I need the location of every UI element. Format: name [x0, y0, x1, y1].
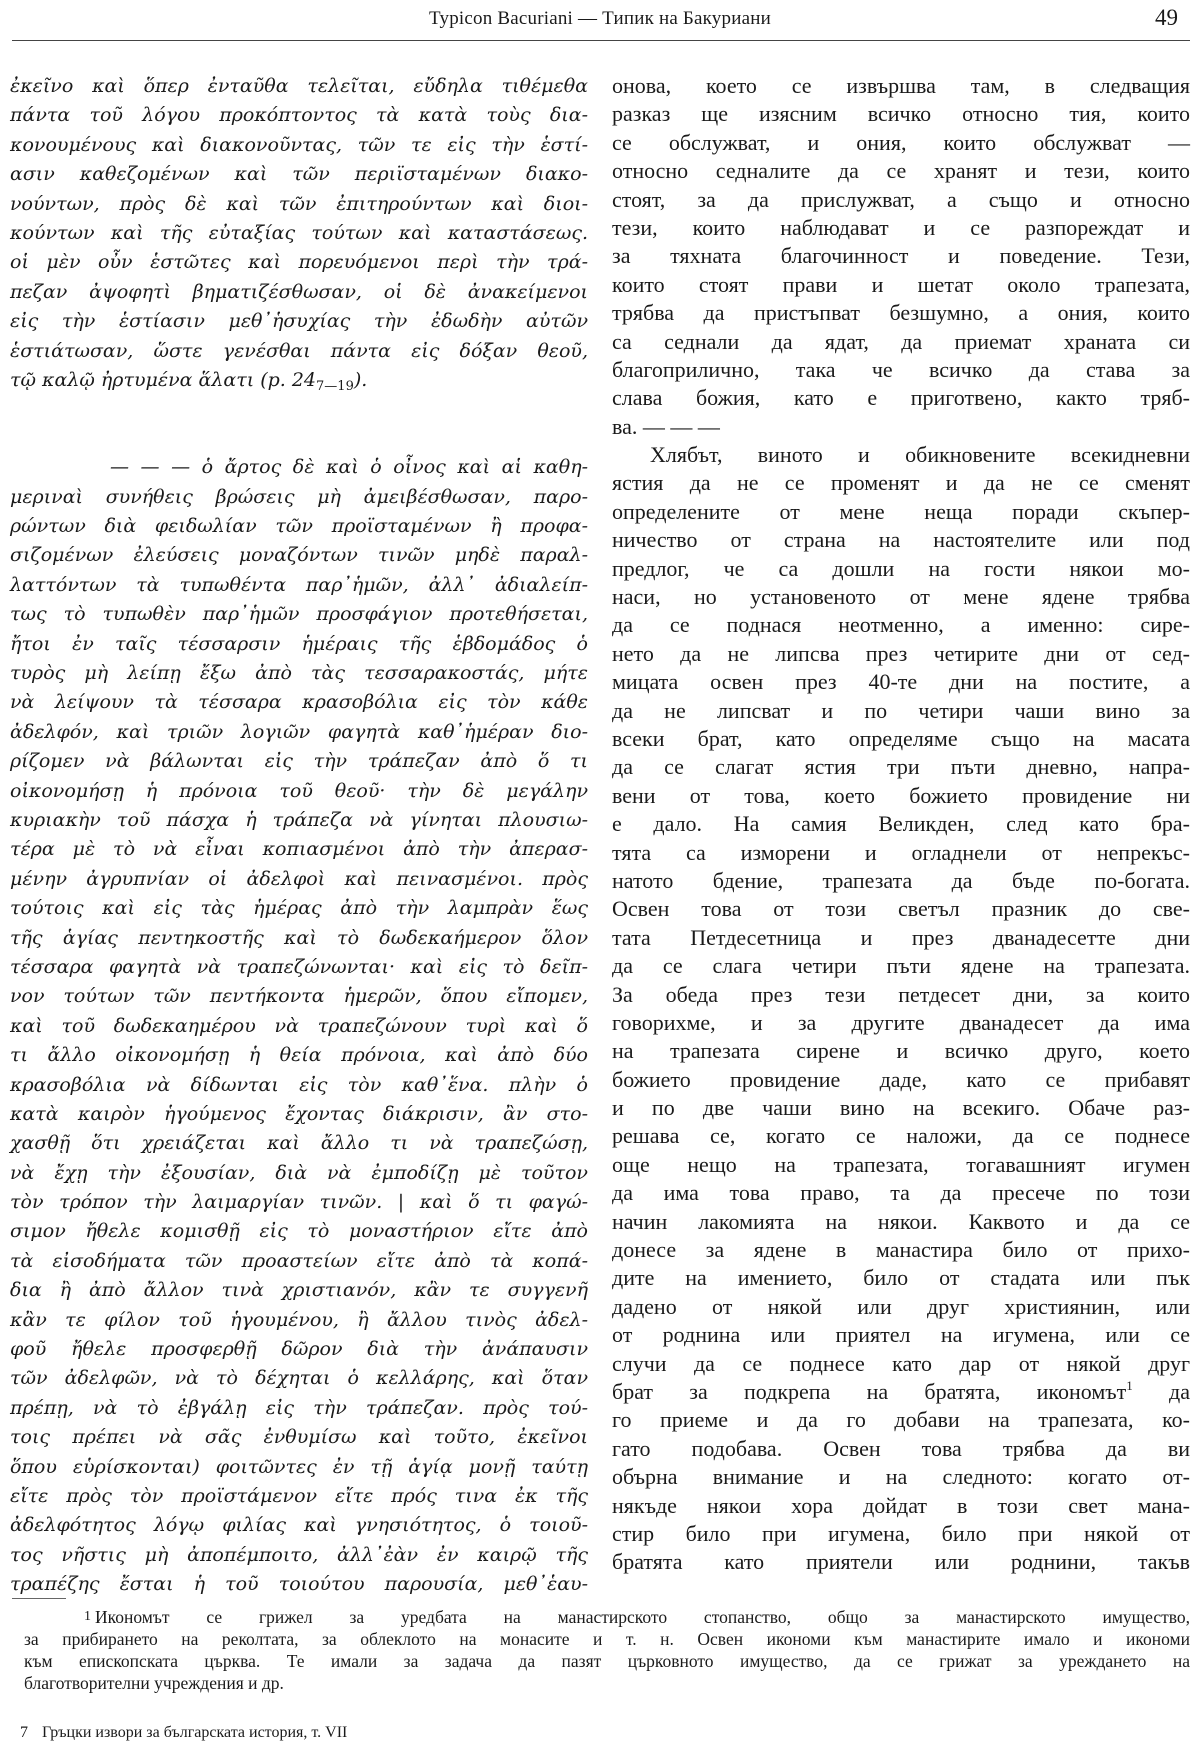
bulgarian-line: разказ ще изясним всичко относно тия, които — [612, 101, 1190, 127]
bulgarian-line-with-note — [612, 1378, 1190, 1406]
greek-line: κατὰ καιρὸν ἡγούμενος ἔχοντας διάκρισιν, ἂν στο- — [10, 1102, 588, 1125]
greek-line: κἂν τε φίλον τοῦ ἡγουμένου, ἢ ἄλλου τινὸς ἀδελ- — [10, 1308, 588, 1331]
bulgarian-line: да се слага четири пъти ядене на трапезата. — [612, 953, 1190, 979]
greek-line: πρέπῃ, νὰ τὸ ἐβγάλῃ εἰς τὴν τράπεζαν. πρὸς τού- — [10, 1396, 588, 1419]
bulgarian-line: предлог, че са дошли на гости някои мо- — [612, 555, 1190, 581]
bulgarian-paragraph-2 — [612, 441, 1190, 1378]
greek-line: τὰ εἰσοδήματα τῶν προαστείων εἴτε ἀπὸ τὰ κοπά- — [10, 1249, 588, 1272]
bulgarian-line: всеки брат, като определяме също на масата — [612, 725, 1190, 751]
greek-line: χασθῇ ὅτι χρειάζεται καὶ ἄλλο τι νὰ τραπεζώσῃ, — [10, 1132, 588, 1155]
bulgarian-line: се обслужват, и ония, които обслужват — — [612, 129, 1190, 155]
bulgarian-line: които стоят прави и шетат около трапезата, — [612, 271, 1190, 297]
bulgarian-line: тата Петдесетница и през дванадесетте дни — [612, 924, 1190, 950]
bulgarian-line: да има това право, та да пресече по този — [612, 1180, 1190, 1206]
bulgarian-line: на трапезата сирене и всичко друго, което — [612, 1038, 1190, 1064]
greek-line: ασιν καθεζομένων καὶ τῶν περιϊσταμένων διακο- — [10, 163, 588, 186]
bulgarian-line: го приеме и да го добави на трапезата, ко- — [612, 1407, 1190, 1433]
bulgarian-line: донесе за ядене в манастира било от прихо- — [612, 1237, 1190, 1263]
bulgarian-line: решава се, когато се наложи, да се поднесе — [612, 1123, 1190, 1149]
greek-line: τούτοις καὶ εἰς τὰς ἡμέρας ἀπὸ τὴν λαμπρὰν ἕως — [10, 897, 588, 920]
bulgarian-line: За обеда през тези петдесет дни, за които — [612, 981, 1190, 1007]
paragraph-gap — [10, 395, 588, 453]
bulgarian-line: да се слагат ястия три пъти дневно, напра- — [612, 754, 1190, 780]
bulgarian-line: случи да се поднесе като дар от някой друг — [612, 1350, 1190, 1376]
greek-line: νὰ λείψουν τὰ τέσσαρα κρασοβόλια εἰς τὸν κάθε — [10, 691, 588, 714]
bulgarian-line: говорихме, и за другите дванадесет да има — [612, 1009, 1190, 1035]
greek-line: ρώντων διὰ φειδωλίαν τῶν προϊσταμένων ἢ προφα- — [10, 515, 588, 538]
greek-line: οἰκονομήσῃ ἡ πρόνοια τοῦ θεοῦ· τὴν δὲ μεγάλην — [10, 779, 588, 802]
bulgarian-line: да не липсват и по четири чаши вино за — [612, 697, 1190, 723]
greek-line — [10, 366, 588, 395]
bulgarian-line: нето да не липсва през четирите дни от сед- — [612, 640, 1190, 666]
greek-citation-subscript: 7—19 — [316, 378, 354, 394]
greek-line: νον τούτων τῶν πεντήκοντα ἡμερῶν, ὅπου εἴπομεν, — [10, 985, 588, 1008]
bulgarian-line: Освен това от този светъл празник до све- — [612, 896, 1190, 922]
bulgarian-line: ва. — — — — [612, 413, 720, 439]
bulgarian-line: братята като приятели или роднини, такъв — [612, 1549, 1190, 1575]
bulgarian-line: вени от това, което божието провидение ни — [612, 782, 1190, 808]
footnote-marker: 1 — [84, 1609, 91, 1624]
bulgarian-line: да се поднася неотменно, а именно: сире- — [612, 612, 1190, 638]
bulgarian-line: начин лакомията на някои. Каквото и да се — [612, 1208, 1190, 1234]
bulgarian-line: тези, които наблюдават и се разпореждат и — [612, 214, 1190, 240]
footnote-line: за прибирането на реколтата, за облеклото на монасите и т. н. Освен икономи към манастирите имало и икономи — [24, 1629, 1190, 1649]
greek-line: καὶ τοῦ δωδεκαημέρου νὰ τραπεζώνουν τυρὶ καὶ ὅ — [10, 1014, 588, 1037]
footnotes — [24, 1606, 1190, 1698]
greek-line: λαττόντων τὰ τυπωθέντα παρ᾽ἡμῶν, ἀλλ᾽ ἀδιαλείπ- — [10, 573, 588, 596]
greek-line: τραπέζης ἔσται ἡ τοῦ τοιούτου παρουσία, μεθ᾽ἑαυ- — [10, 1573, 588, 1596]
greek-line: εἴτε πρὸς τὸν προϊστάμενον εἴτε πρός τινα ἐκ τῆς — [10, 1484, 588, 1507]
greek-line: πεζαν ἀψοφητὶ βηματιζέσθωσαν, οἱ δὲ ἀνακείμενοι — [10, 280, 588, 303]
footnote-line: благотворителни учреждения и др. — [24, 1673, 284, 1693]
footnote-text: Икономът се грижел за уредбата на манастирското стопанство, общо за манастирското имущество, — [95, 1607, 1190, 1627]
bulgarian-line: наси, но установеното от мене ядене трябва — [612, 584, 1190, 610]
printer-signature — [20, 1722, 347, 1744]
greek-text-column — [10, 72, 588, 1596]
greek-line: ἐκεῖνο καὶ ὅπερ ἐνταῦθα τελεῖται, εὔδηλα τιθέμεθα — [10, 75, 588, 97]
greek-line: νὰ ἔχῃ τὴν ἐξουσίαν, διὰ νὰ ἐμποδίζῃ μὲ τοῦτον — [10, 1161, 588, 1184]
greek-line: — — — ὁ ἄρτος δὲ καὶ ὁ οἶνος καὶ αἱ καθη- — [110, 456, 588, 479]
bulgarian-line: някъде някои хора дойдат в този свет мана- — [612, 1492, 1190, 1518]
bulgarian-line: тята са изморени и огладнели от непрекъс- — [612, 839, 1190, 865]
greek-line: ὅπου εὑρίσκονται) φοιτῶντες ἐν τῇ ἁγίᾳ μονῇ ταύτῃ — [10, 1455, 588, 1478]
bulgarian-line: гато подобава. Освен това трябва да ви — [612, 1435, 1190, 1461]
bulgarian-line: е дало. На самия Великден, след като бра- — [612, 811, 1190, 837]
greek-line: σιζομένων ἐλεύσεις μοναζόντων τινῶν μηδὲ παραλ- — [10, 544, 588, 567]
greek-line: εἰς τὴν ἑστίασιν μεθ᾽ἡσυχίας τὴν ἐδωδὴν αὐτῶν — [10, 310, 588, 333]
bulgarian-line: обърна внимание и на следното: когато от- — [612, 1464, 1190, 1490]
page-number: 49 — [1155, 5, 1178, 30]
greek-line: σιμον ἤθελε κομισθῇ εἰς τὸ μοναστήριον εἴτε ἀπὸ — [10, 1220, 588, 1243]
greek-line: μεριναὶ συνήθεις βρώσεις μὴ ἀμειβέσθωσαν, παρο- — [10, 485, 588, 508]
bulgarian-line: са седнали да ядат, да приемат храната си — [612, 328, 1190, 354]
greek-line: ἑστιάτωσαν, ὥστε γενέσθαι πάντα εἰς δόξαν θεοῦ, — [10, 339, 588, 362]
greek-line: μένην ἀγρυπνίαν οἱ ἀδελφοὶ καὶ πεινασμένοι. πρὸς — [10, 867, 588, 890]
footnote-reference[interactable]: 1 — [1126, 1377, 1133, 1393]
footnote-line — [24, 1606, 1190, 1628]
greek-citation-end: ). — [353, 368, 368, 391]
greek-line: τοις πρέπει νὰ σᾶς ἐνθυμίσω καὶ τοῦτο, ἐκεῖνοι — [10, 1426, 588, 1449]
bulgarian-line: трябва да пристъпват безшумно, а ония, които — [612, 300, 1190, 326]
greek-line: κυριακὴν τοῦ πάσχα ἡ τράπεζα νὰ γίνηται πλουσιω- — [10, 808, 588, 831]
greek-line: τῆς ἁγίας πεντηκοστῆς καὶ τὸ δωδεκαήμερον ὅλον — [10, 926, 588, 949]
bulgarian-line: стоят, за да прислужват, а също и относно — [612, 186, 1190, 212]
greek-paragraph-1 — [10, 72, 588, 366]
bulgarian-line: дадено от някой или друг християнин, или — [612, 1293, 1190, 1319]
footnote-line: към епископската църква. Те имали за задача да пазят църковното имущество, да се грижат за уреждането на — [24, 1651, 1190, 1671]
greek-line: νούντων, πρὸς δὲ καὶ τῶν ἐπιτηρούντων καὶ διοι- — [10, 192, 588, 215]
bulgarian-line: за тяхната благочинност и поведение. Тези, — [612, 243, 1190, 269]
footnote-rule — [12, 1598, 66, 1599]
bulgarian-line: дите на имението, било от стадата или пък — [612, 1265, 1190, 1291]
bulgarian-line: още нещо на трапезата, тогавашният игумен — [612, 1151, 1190, 1177]
greek-line: δια ἢ ἀπὸ ἄλλον τινὰ χριστιανόν, κἂν τε συγγενῆ — [10, 1279, 588, 1302]
signature-number: 7 — [20, 1724, 28, 1741]
bulgarian-line: определените от мене неща поради скъпер- — [612, 498, 1190, 524]
greek-line: τέσσαρα φαγητὰ νὰ τραπεζώνωνται· καὶ εἰς τὸ δεῖπ- — [10, 955, 588, 978]
footnote-1 — [24, 1606, 1190, 1694]
bulgarian-line: стир било при игумена, било при някой от — [612, 1520, 1190, 1546]
signature-text: Гръцки извори за българската история, т. VII — [42, 1724, 348, 1741]
bulgarian-line: ястия да не се променят и да не се сменят — [612, 470, 1190, 496]
page-header — [0, 0, 1200, 48]
greek-line: κρασοβόλια νὰ δίδωνται εἰς τὸν καθ᾽ἕνα. πλὴν ὁ — [10, 1073, 588, 1096]
bulgarian-line: мицата освен през 40-те дни на постите, а — [612, 669, 1190, 695]
bulgarian-line: натото бдение, трапезата да бъде по-богата. — [612, 867, 1190, 893]
bulgarian-line: благоприлично, така че всичко да става за — [612, 356, 1190, 382]
greek-citation: τῷ καλῷ ἠρτυμένα ἅλατι (p. 24 — [10, 368, 317, 391]
greek-line: κονουμένους καὶ διακονοῦντας, τῶν τε εἰς τὴν ἑστί- — [10, 133, 588, 156]
bulgarian-paragraph-1 — [612, 72, 1190, 441]
greek-line: τῶν ἀδελφῶν, νὰ τὸ δέχηται ὁ κελλάρης, καὶ ὅταν — [10, 1367, 588, 1390]
greek-line: τως τὸ τυπωθὲν παρ᾽ἡμῶν προσφάγιον προτεθήσεται, — [10, 603, 588, 626]
note-line-text: брат за подкрепа на братята, икономът — [612, 1378, 1127, 1404]
bulgarian-line: относно седналите да се хранят и тези, които — [612, 158, 1190, 184]
bulgarian-line: онова, което се извършва там, в следващия — [612, 73, 1190, 98]
bulgarian-line: и по две чаши вино на всекиго. Обаче раз- — [612, 1095, 1190, 1121]
greek-line: τι ἄλλο οἰκονομήσῃ ἡ θεία πρόνοια, καὶ ἀπὸ δύο — [10, 1044, 588, 1067]
greek-line: κούντων καὶ τῆς εὐταξίας τούτων καὶ καταστάσεως. — [10, 221, 588, 244]
greek-line: πάντα τοῦ λόγου προκόπτοντος τὰ κατὰ τοὺς δια- — [10, 104, 588, 127]
bulgarian-text-column — [612, 72, 1190, 1584]
greek-line: τος νῆστις μὴ ἀποπέμποιτο, ἀλλ᾽ἐὰν ἐν καιρῷ τῆς — [10, 1543, 588, 1566]
greek-line: τὸν τρόπον τὴν λαιμαργίαν τινῶν. | καὶ ὅ τι φαγώ- — [10, 1191, 588, 1214]
bulgarian-line: Хлябът, виното и обикновените всекидневни — [650, 442, 1190, 468]
greek-paragraph-2 — [10, 453, 588, 1599]
greek-line: φοῦ ἤθελε προσφερθῇ δῶρον διὰ τὴν ἀνάπαυσιν — [10, 1338, 588, 1361]
bulgarian-line: божието провидение даде, като се прибавят — [612, 1066, 1190, 1092]
running-title: Typicon Bacuriani — Типик на Бакуриани — [429, 8, 771, 29]
note-line-end: да — [1132, 1378, 1190, 1404]
bulgarian-line: от роднина или приятел на игумена, или се — [612, 1322, 1190, 1348]
greek-line: οἱ μὲν οὖν ἑστῶτες καὶ πορευόμενοι περὶ τὴν τρά- — [10, 251, 588, 274]
greek-line: ἤτοι ἐν ταῖς τέσσαρσιν ἡμέραις τῆς ἑβδομάδος ὁ — [10, 632, 588, 655]
header-rule — [12, 40, 1190, 41]
greek-line: ἀδελφότητος λόγῳ φιλίας καὶ γνησιότητος, ὁ τοιοῦ- — [10, 1514, 588, 1537]
greek-line: τέρα μὲ τὸ νὰ εἶναι κοπιασμένοι ἀπὸ τὴν ἀπερασ- — [10, 838, 588, 861]
bulgarian-line: ничество от страна на настоятелите или под — [612, 527, 1190, 553]
bulgarian-paragraph-2-cont — [612, 1406, 1190, 1576]
bulgarian-line: слава божия, като е приготвено, както тряб- — [612, 385, 1190, 411]
greek-line: τυρὸς μὴ λείπῃ ἔξω ἀπὸ τὰς τεσσαρακοστάς, μήτε — [10, 662, 588, 685]
greek-line: ἀδελφόν, καὶ τριῶν λογιῶν φαγητὰ καθ᾽ἡμέραν διο- — [10, 720, 588, 743]
greek-line: ρίζομεν νὰ βάλωνται εἰς τὴν τράπεζαν ἀπὸ ὅ τι — [10, 750, 588, 773]
